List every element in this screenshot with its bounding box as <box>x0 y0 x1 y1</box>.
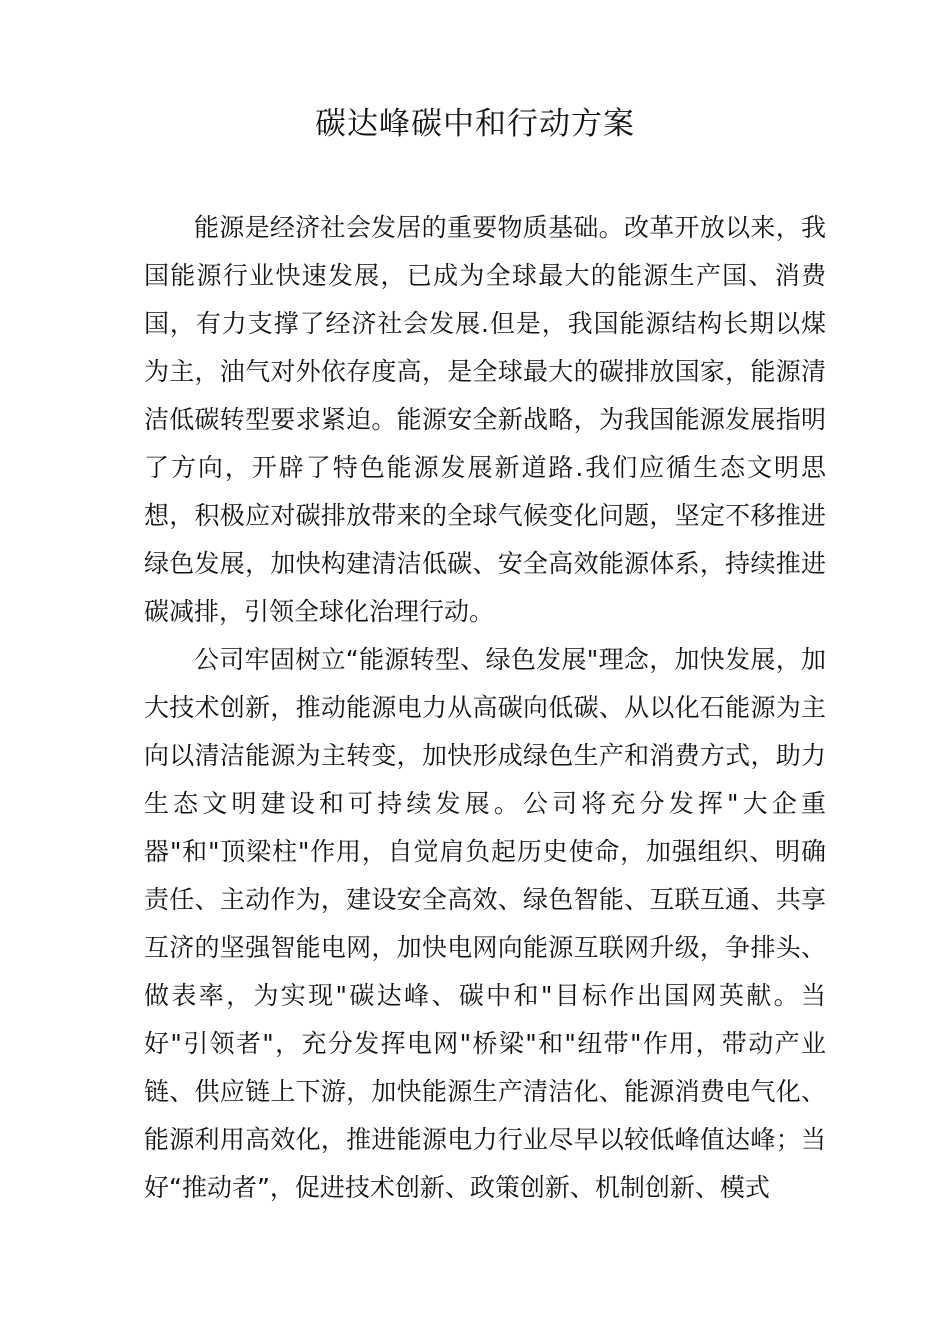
document-body <box>144 204 826 1212</box>
document-title: 碳达峰碳中和行动方案 <box>315 106 635 142</box>
paragraph-2: 公司牢固树立“能源转型、绿色发展"理念，加快发展，加大技术创新，推动能源电力从高碳向低碳、从以化石能源为主向以清洁能源为主转变，加快形成绿色生产和消费方式，助力生态文明建设和可持续发展。公司将充分发挥"大企重器"和"顶梁柱"作用，自觉肩负起历史使命，加强组织、明确责任、主动作为，建设安全高效、绿色智能、互联互通、共享互济的坚强智能电网，加快电网向能源互联网升级，争排头、做表率，为实现"碳达峰、碳中和"目标作出国网英献。当好"引领者"，充分发挥电网"桥梁"和"纽带"作用，带动产业链、供应链上下游，加快能源生产清洁化、能源消费电气化、能源利用高效化，推进能源电力行业尽早以较低峰值达峰；当好“推动者”，促进技术创新、政策创新、机制创新、模式 <box>144 645 826 1202</box>
paragraph-1: 能源是经济社会发居的重要物质基础。改革开放以来，我国能源行业快速发展，已成为全球最大的能源生产国、消费国，有力支撑了经济社会发展.但是，我国能源结构长期以煤为主，油气对外依存度高，是全球最大的碳排放国家，能源清洁低碳转型要求紧迫。能源安全新战略，为我国能源发展指明了方向，开辟了特色能源发展新道路.我们应循生态文明思想，积极应对碳排放带来的全球气候变化问题，坚定不移推进绿色发展，加快构建清洁低碳、安全高效能源体系，持续推进碳减排，引领全球化治理行动。 <box>144 213 826 626</box>
